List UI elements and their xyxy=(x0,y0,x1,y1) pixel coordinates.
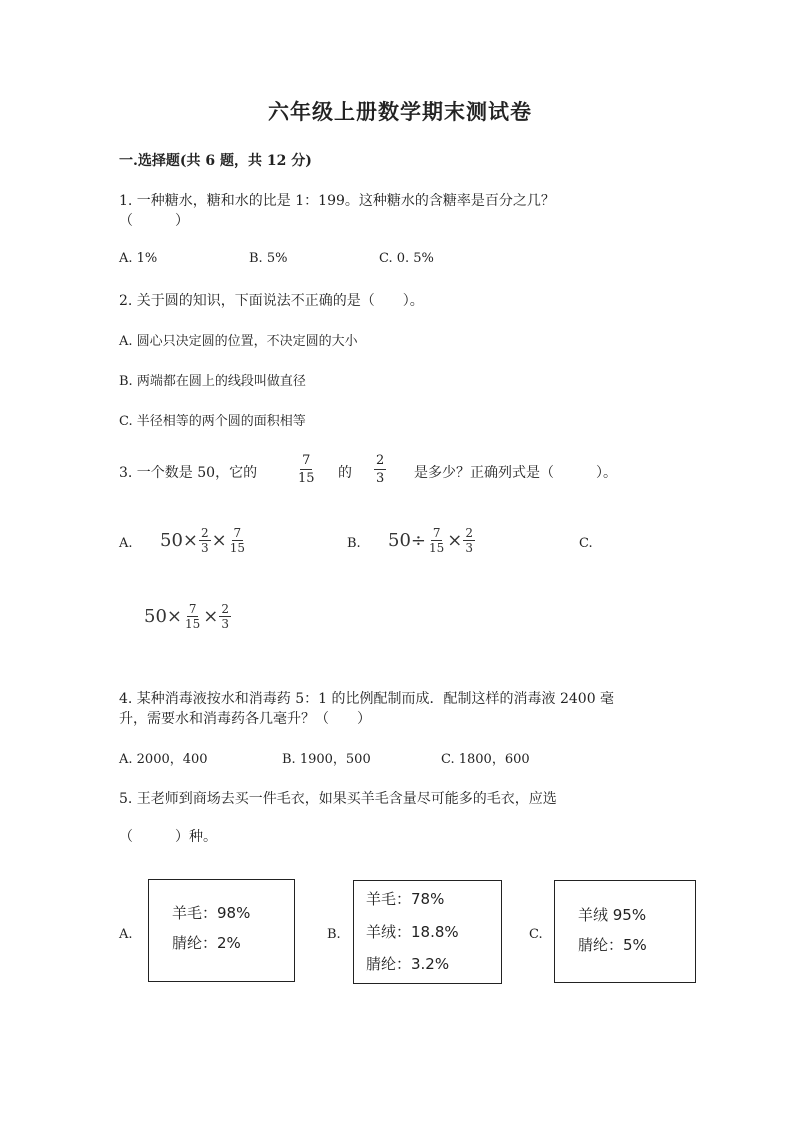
expression-term: 50× xyxy=(144,606,182,627)
question-3-suffix: 是多少？正确列式是（ ）。 xyxy=(414,465,617,481)
fraction-numerator: 2 xyxy=(221,602,230,616)
expression-fraction xyxy=(228,527,247,554)
question-5-option-a-box xyxy=(148,879,295,982)
composition-line: 羊毛：78% xyxy=(366,890,445,908)
fraction-denominator: 15 xyxy=(185,617,201,631)
fraction-denominator: 3 xyxy=(201,541,209,555)
expression-term: 50× xyxy=(160,530,198,551)
question-3-prefix: 3. 一个数是 50，它的 xyxy=(119,465,258,481)
fraction-numerator: 7 xyxy=(233,526,242,540)
fraction-numerator: 7 xyxy=(432,526,441,540)
question-1-option-a: A. 1% xyxy=(119,251,158,266)
fraction-numerator: 2 xyxy=(376,453,385,468)
composition-line: 羊毛：98% xyxy=(172,904,251,922)
composition-line: 腈纶：3.2% xyxy=(366,955,450,973)
expression-term: 50÷ xyxy=(388,530,426,551)
question-3-fraction-2 xyxy=(374,454,386,485)
question-4-text-continued: 升，需要水和消毒药各几毫升？（ ） xyxy=(119,711,371,727)
composition-line: 腈纶：5% xyxy=(578,936,647,954)
question-5-text: 5. 王老师到商场去买一件毛衣，如果买羊毛含量尽可能多的毛衣，应选 xyxy=(119,791,557,807)
question-3-option-a-expression xyxy=(160,527,248,554)
expression-fraction xyxy=(199,527,211,554)
composition-line: 羊绒：18.8% xyxy=(366,923,459,941)
question-5-option-a-label: A. xyxy=(119,927,133,942)
question-3-fraction-1 xyxy=(296,454,317,485)
expression-fraction xyxy=(463,527,475,554)
fraction-numerator: 7 xyxy=(302,453,311,468)
question-3-option-b-expression xyxy=(388,527,476,554)
question-4-option-b: B. 1900，500 xyxy=(282,752,371,767)
question-5-option-b-label: B. xyxy=(327,927,341,942)
expression-operator: × xyxy=(203,606,219,627)
expression-fraction xyxy=(219,603,231,630)
fraction-denominator: 3 xyxy=(376,471,385,486)
fraction-numerator: 2 xyxy=(201,526,209,540)
question-5-option-c-box xyxy=(554,880,696,983)
fraction-numerator: 2 xyxy=(465,526,474,540)
question-3-option-a-label: A. xyxy=(119,536,133,551)
fraction-numerator: 7 xyxy=(188,602,197,616)
question-1-option-b: B. 5% xyxy=(249,251,288,266)
fraction-denominator: 15 xyxy=(429,541,445,555)
question-3-option-c-label: C. xyxy=(579,536,593,551)
question-5-option-b-box xyxy=(353,880,502,984)
question-3-option-b-label: B. xyxy=(347,536,361,551)
section-heading: 一.选择题(共 6 题，共 12 分) xyxy=(119,153,312,169)
composition-line: 羊绒 95% xyxy=(578,906,647,924)
question-1-option-c: C. 0. 5% xyxy=(379,251,434,266)
question-2-option-c: C. 半径相等的两个圆的面积相等 xyxy=(119,414,306,429)
question-1-blank: （ ） xyxy=(119,213,189,229)
expression-fraction xyxy=(427,527,446,554)
fraction-denominator: 3 xyxy=(465,541,474,555)
page-title: 六年级上册数学期末测试卷 xyxy=(268,99,532,124)
fraction-denominator: 3 xyxy=(221,617,230,631)
question-2-option-b: B. 两端都在圆上的线段叫做直径 xyxy=(119,374,306,389)
question-4-option-c: C. 1800，600 xyxy=(441,752,530,767)
question-3-option-c-expression xyxy=(144,603,232,630)
question-1-text: 1. 一种糖水，糖和水的比是 1：199。这种糖水的含糖率是百分之几？ xyxy=(119,193,555,209)
expression-fraction xyxy=(183,603,202,630)
composition-line: 腈纶：2% xyxy=(172,934,241,952)
expression-operator: × xyxy=(211,530,227,551)
expression-operator: × xyxy=(447,530,463,551)
fraction-denominator: 15 xyxy=(298,471,315,486)
question-2-text: 2. 关于圆的知识，下面说法不正确的是（ ）。 xyxy=(119,293,424,309)
question-2-option-a: A. 圆心只决定圆的位置，不决定圆的大小 xyxy=(119,334,358,349)
question-4-option-a: A. 2000，400 xyxy=(119,752,208,767)
question-4-text: 4. 某种消毒液按水和消毒药 5：1 的比例配制而成．配制这样的消毒液 2400 毫 xyxy=(119,691,615,707)
question-5-blank: （ ）种。 xyxy=(119,829,217,845)
question-3-middle: 的 xyxy=(338,465,352,481)
question-5-option-c-label: C. xyxy=(529,927,543,942)
fraction-denominator: 15 xyxy=(229,541,246,555)
